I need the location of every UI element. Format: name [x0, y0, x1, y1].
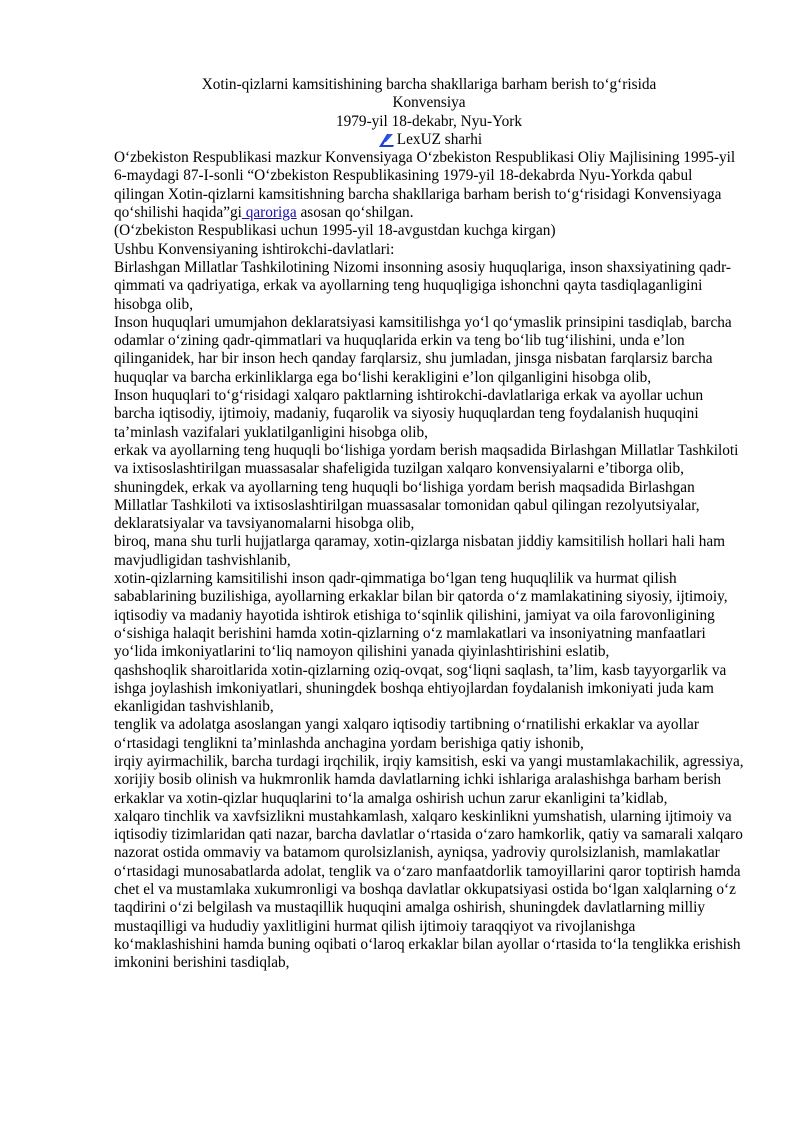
title-line-1: Xotin-qizlarni kamsitishining barcha shakllariga barham berish to‘g‘risida: [201, 76, 657, 93]
preamble-heading: Ushbu Konvensiyaning ishtirokchi-davlatlari:: [114, 240, 395, 258]
lexuz-commentary-link[interactable]: [114, 131, 744, 149]
preamble: [114, 241, 744, 973]
preamble-paragraph: Inson huquqlari umumjahon deklaratsiyasi kamsitilishga yo‘l qo‘ymaslik prinsipini tasdiqlab, barcha odamlar o‘zining qadr-qimmatlari va huquqlarida erkin va teng bo‘lib tug‘ilishini, unda e’lon qilinganidek, har bir inson hech qanday farqlarsiz, shu jumladan, jinsga nisbatan farqlarsiz barcha huquqlar va barcha erkinliklarga ega bo‘lishi kerakligini e’lon qilganligini hisobga olib,: [114, 313, 732, 386]
date-place: 1979-yil 18-dekabr, Nyu-York: [335, 112, 523, 130]
preamble-paragraph: Birlashgan Millatlar Tashkilotining Nizomi insonning asosiy huquqlariga, inson shaxsiyatining qadr-qimmati va qadriyatiga, erkak va ayollarning teng huquqligiga ishonchni qayta tasdiqlaganligini hisobga olib,: [114, 258, 731, 313]
preamble-paragraph: xalqaro tinchlik va xavfsizlikni mustahkamlash, xalqaro keskinlikni yumshatish, ularning ijtimoiy va iqtisodiy tizimlaridan qati nazar, barcha davlatlar o‘rtasida o‘zaro hamkorlik, qatiy va samarali xalqaro nazorat ostida ommaviy va batamom qurolsizlanish, ayniqsa, yadroviy qurolsizlanish, mamlakatlar o‘rtasidagi munosabatlarda adolat, tenglik va o‘zaro manfaatdorlik tamoyillarini qaror toptirish hamda chet el va mustamlaka xukumronligi va boshqa davlatlar okkupatsiyasi ostida bo‘lgan xalqlarning o‘z taqdirini o‘zi belgilash va mustaqillik huquqini amalga oshirish, shuningdek davlatlarning milliy mustaqilligi va hududiy yaxlitligini hurmat qilish ijtimoiy taraqqiyot va rivojlanishga ko‘maklashishini hamda buning oqibati o‘laroq erkaklar bilan ayollar o‘rtasida to‘la tenglikka erishish imkonini berishini tasdiqlab,: [114, 807, 743, 972]
intro-paragraph: [114, 149, 744, 222]
entry-into-force-note: (O‘zbekiston Respublikasi uchun 1995-yil 18-avgustdan kuchga kirgan): [114, 222, 556, 240]
decree-link[interactable]: qaroriga: [241, 204, 297, 222]
document-page: [114, 76, 744, 973]
preamble-paragraph: Inson huquqlari to‘g‘risidagi xalqaro paktlarning ishtirokchi-davlatlariga erkak va ayollar uchun barcha iqtisodiy, ijtimoiy, madaniy, fuqarolik va siyosiy huquqlardan teng foydalanish huquqini ta’minlash vazifalari yuklatilganligini hisobga olib,: [114, 387, 704, 441]
preamble-paragraph: erkak va ayollarning teng huquqli bo‘lishiga yordam berish maqsadida Birlashgan Millatlar Tashkiloti va ixtisoslashtirilgan muassasalar shafeligida tuzilgan xalqaro konvensiyalarni e’tiborga olib,: [114, 441, 739, 478]
preamble-paragraph: biroq, mana shu turli hujjatlarga qaramay, xotin-qizlarga nisbatan jiddiy kamsitilish hollari hali ham mavjudligidan tashvishlanib,: [114, 533, 726, 569]
lexuz-commentary-label: LexUZ sharhi: [396, 130, 483, 148]
preamble-paragraph: qashshoqlik sharoitlarida xotin-qizlarning oziq-ovqat, sog‘liqni saqlash, ta’lim, kasb tayyorgarlik va ishga joylashish imkoniyatlari, shuningdek boshqa ehtiyojlardan foydalanish imkoniyati juda kam ekanligidan tashvishlanib,: [114, 661, 727, 716]
title-line-2: Konvensiya: [392, 94, 466, 112]
preamble-paragraph: xotin-qizlarning kamsitilishi inson qadr-qimmatiga bo‘lgan teng huquqlilik va hurmat qilish sabablarining buzilishiga, ayollarning erkaklar bilan bir qatorda o‘z mamlakatining siyosiy, ijtimoiy, iqtisodiy va madaniy hayotida ishtirok etishiga to‘sqinlik qilishini, jamiyat va oila farovonligining o‘sishiga halaqit berishini hamda xotin-qizlarning o‘z mamlakatlari va insoniyatning manfaatlari yo‘lida imkoniyatlarini to‘liq namoyon qilishini yanada qiyinlashtirishini eslatib,: [114, 570, 728, 661]
preamble-paragraph: shuningdek, erkak va ayollarning teng huquqli bo‘lishiga yordam berish maqsadida Birlashgan Millatlar Tashkiloti va ixtisoslashtirilgan muassasalar tomonidan qabul qilingan rezolyutsiyalar, deklaratsiyalar va tavsiyanomalarni hisobga olib,: [114, 478, 700, 533]
document-title: [114, 76, 744, 113]
preamble-paragraph: tenglik va adolatga asoslangan yangi xalqaro iqtisodiy tartibning o‘rnatilishi erkaklar va ayollar o‘rtasidagi tenglikni ta’minlashda anchagina yordam berishiga qatiy ishonib,: [114, 716, 699, 752]
intro-text: O‘zbekiston Respublikasi mazkur Konvensiyaga O‘zbekiston Respublikasi Oliy Majlisining 1995-yil 6-maydagi 87-I-sonli “O‘zbekiston Respublikasining 1979-yil 18-dekabrda Nyu-Yorkda qabul qilingan Xotin-qizlarni kamsitishning barcha shakllariga barham berish to‘g‘risidagi Konvensiyaga qo‘shilishi haqida”gi: [114, 149, 736, 222]
lexuz-logo-icon: [376, 132, 396, 148]
intro-text-end: asosan qo‘shilgan.: [296, 204, 414, 222]
preamble-paragraph: irqiy ayirmachilik, barcha turdagi irqchilik, irqiy kamsitish, eski va yangi mustamlakachilik, agressiya, xorijiy bosib olinish va hukmronlik hamda davlatlarning ichki ishlariga aralashishga barham berish erkaklar va xotin-qizlar huquqlarini to‘la amalga oshirish uchun zarur ekanligini ta’kidlab,: [114, 752, 744, 807]
